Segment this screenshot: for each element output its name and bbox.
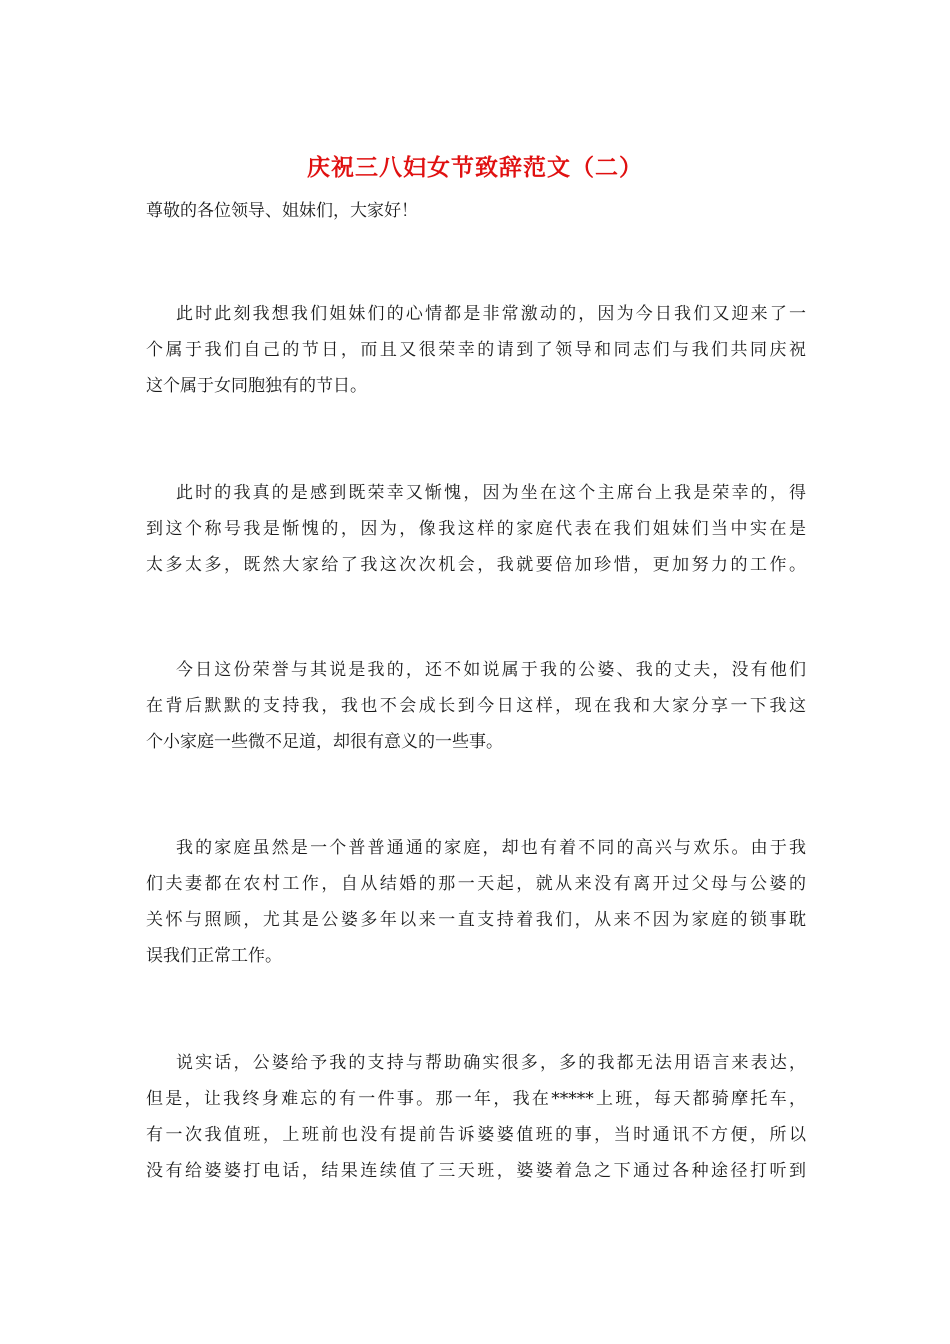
paragraph-line: 关怀与照顾，尤其是公婆多年以来一直支持着我们，从来不因为家庭的锁事耽 xyxy=(146,910,806,930)
paragraph-line: 但是，让我终身难忘的有一件事。那一年，我在*****上班，每天都骑摩托车， xyxy=(146,1089,806,1109)
body-paragraph xyxy=(146,830,806,974)
paragraph-line: 个属于我们自己的节日，而且又很荣幸的请到了领导和同志们与我们共同庆祝 xyxy=(146,340,806,360)
paragraph-line: 此时此刻我想我们姐妹们的心情都是非常激动的，因为今日我们又迎来了一 xyxy=(176,304,806,324)
paragraph-line: 在背后默默的支持我，我也不会成长到今日这样，现在我和大家分享一下我这 xyxy=(146,696,806,716)
paragraph-line: 没有给婆婆打电话，结果连续值了三天班，婆婆着急之下通过各种途径打听到 xyxy=(146,1161,806,1181)
paragraph-line: 们夫妻都在农村工作，自从结婚的那一天起，就从来没有离开过父母与公婆的 xyxy=(146,874,806,894)
paragraph-line: 今日这份荣誉与其说是我的，还不如说属于我的公婆、我的丈夫，没有他们 xyxy=(176,660,806,680)
paragraph-line: 这个属于女同胞独有的节日。 xyxy=(146,376,367,396)
body-paragraph xyxy=(146,652,806,760)
paragraph-line: 我的家庭虽然是一个普普通通的家庭，却也有着不同的高兴与欢乐。由于我 xyxy=(176,838,806,858)
body-paragraph xyxy=(146,1045,806,1189)
paragraph-line: 误我们正常工作。 xyxy=(146,946,282,966)
paragraph-line: 有一次我值班，上班前也没有提前告诉婆婆值班的事，当时通讯不方便，所以 xyxy=(146,1125,806,1145)
paragraph-line: 个小家庭一些微不足道，却很有意义的一些事。 xyxy=(146,732,503,752)
paragraph-line: 说实话，公婆给予我的支持与帮助确实很多，多的我都无法用语言来表达， xyxy=(176,1053,806,1073)
paragraph-line: 太多太多，既然大家给了我这次次机会，我就要倍加珍惜，更加努力的工作。 xyxy=(146,555,806,575)
document-title: 庆祝三八妇女节致辞范文（二） xyxy=(307,154,643,181)
greeting-line: 尊敬的各位领导、姐妹们，大家好！ xyxy=(146,201,418,221)
body-paragraph xyxy=(146,296,806,404)
body-paragraph xyxy=(146,475,806,583)
paragraph-line: 此时的我真的是感到既荣幸又惭愧，因为坐在这个主席台上我是荣幸的，得 xyxy=(176,483,806,503)
paragraph-line: 到这个称号我是惭愧的，因为，像我这样的家庭代表在我们姐妹们当中实在是 xyxy=(146,519,806,539)
